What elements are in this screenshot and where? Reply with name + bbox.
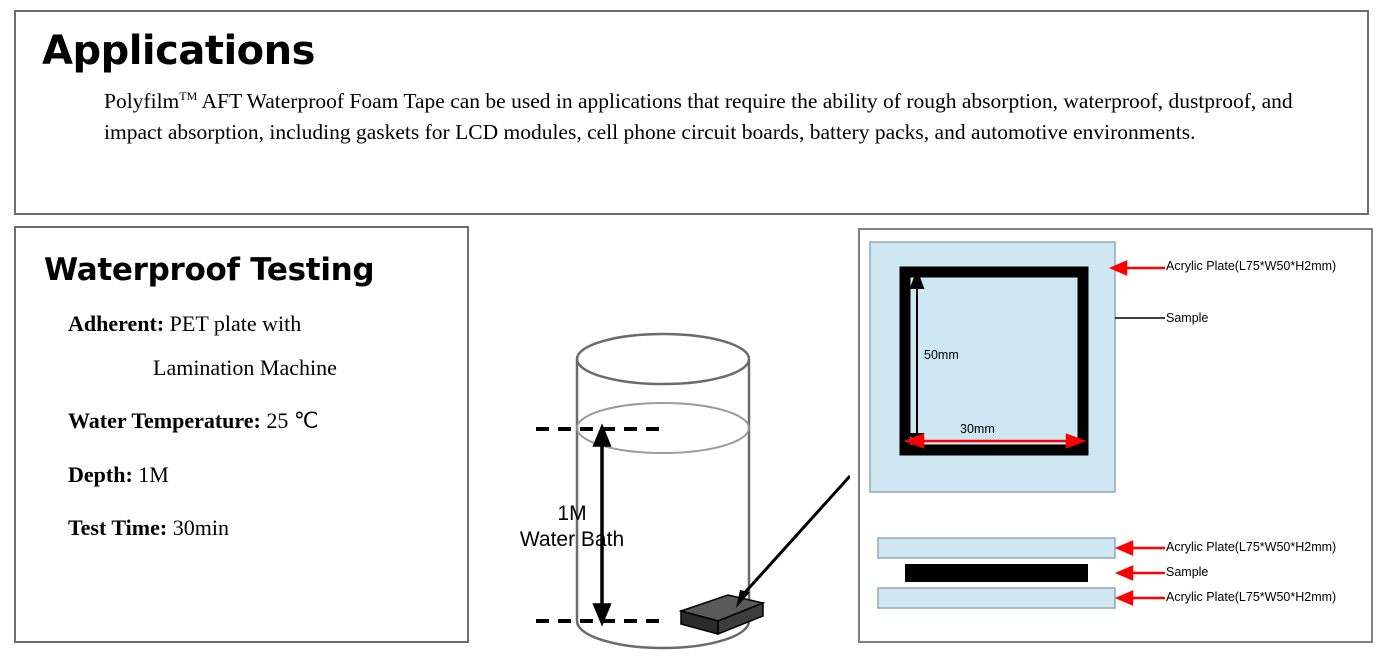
callout-arrow-acrylic-top [1112,262,1165,274]
side-view-group [878,538,1165,608]
waterproof-testing-spec-list [68,310,467,542]
water-bath-label [512,501,632,554]
spec-value: Lamination Machine [153,354,337,380]
spec-row [68,407,467,435]
acrylic-plate-side-lower [878,588,1115,608]
acrylic-plate-side-upper [878,538,1115,558]
applications-body-text: AFT Waterproof Foam Tape can be used in applications that require the ability of rough absorption, waterproof, dustproof, and impact absorption, including gaskets for LCD modules, cell phone circuit boards, battery packs, and automotive environments. [104,89,1293,144]
spec-row [68,514,467,542]
callout-arrow-sample-side [1118,567,1165,579]
spec-value: PET plate with [164,311,302,336]
water-bath-illustration [478,226,850,667]
sample-detail-drawing [860,230,1371,641]
spec-key: Test Time: [68,515,168,540]
applications-description [104,86,1333,147]
spec-row [153,354,467,382]
waterproof-testing-title: Waterproof Testing [44,252,375,288]
spec-key: Depth: [68,461,133,487]
spec-key: Adherent: [68,311,165,336]
sample-side-layer [905,564,1088,582]
callout-acrylic-plate-side-lower: Acrylic Plate(L75*W50*H2mm) [1166,590,1337,604]
water-bath-label-line2: Water Bath [519,528,625,552]
sample-detail-diagram-panel [858,228,1373,643]
waterproof-testing-panel [14,226,469,643]
callout-arrow-acrylic-side-upper [1118,542,1165,554]
callout-acrylic-plate-side-upper: Acrylic Plate(L75*W50*H2mm) [1166,540,1337,554]
spec-key: Water Temperature: [68,408,261,433]
spec-value: 30min [167,515,229,540]
dimension-width-label: 30mm [960,422,995,436]
spec-value: 25 ℃ [260,408,319,433]
callout-acrylic-plate-top: Acrylic Plate(L75*W50*H2mm) [1166,259,1337,273]
leader-line-to-detail [736,476,850,608]
spec-value: 1M [132,461,169,487]
spec-row [68,461,467,489]
beaker-drawing [478,226,850,667]
water-bath-label-line1: 1M [557,502,587,525]
applications-panel [14,10,1369,215]
callout-sample-top: Sample [1166,311,1209,325]
sample-specimen [681,595,763,634]
applications-brand: Polyfilm [104,89,180,113]
trademark-mark: TM [179,88,198,103]
dimension-height-label: 50mm [924,348,959,362]
callout-arrow-acrylic-side-lower [1118,592,1165,604]
top-view-group [870,242,1165,492]
callout-sample-side: Sample [1166,565,1209,579]
applications-title: Applications [42,28,315,74]
spec-row [68,310,467,338]
